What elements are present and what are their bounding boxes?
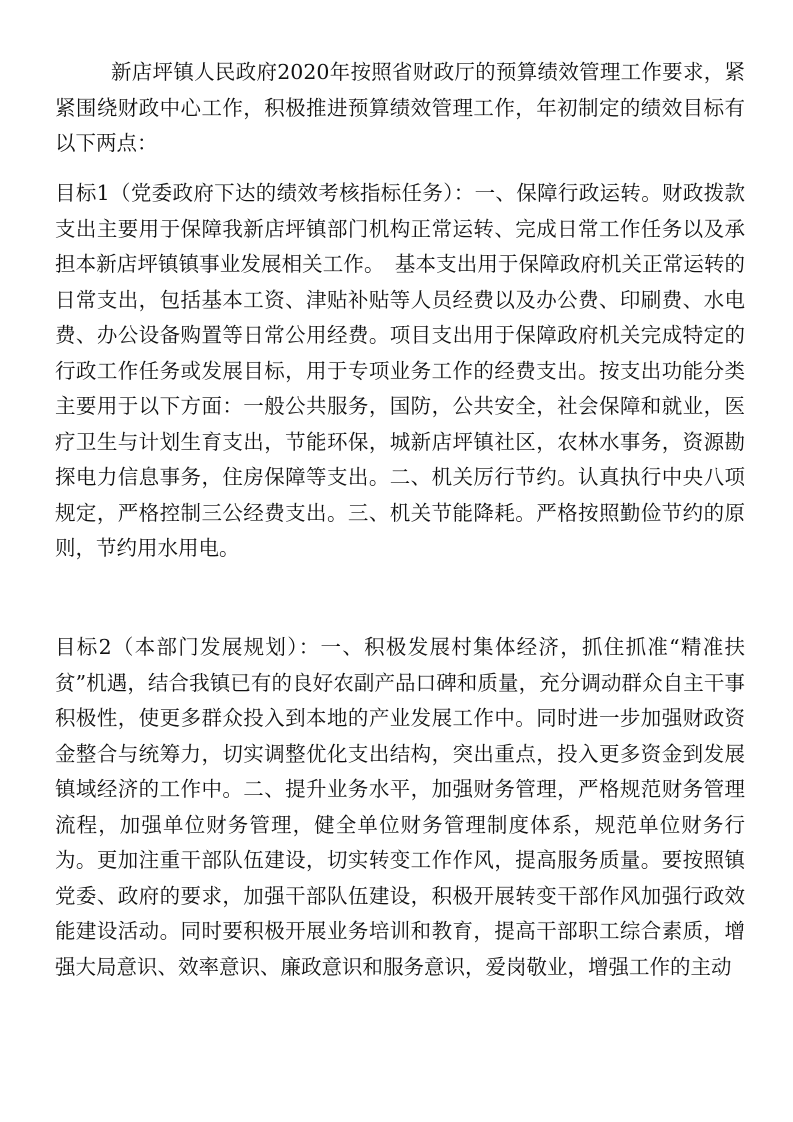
paragraph-goal-1: 目标1（党委政府下达的绩效考核指标任务）：一、保障行政运转。财政拨款支出主要用于保障我新店坪镇部门机构正常运转、完成日常工作任务以及承担本新店坪镇镇事业发展相关工作。 基本支出用于保障政府机关正常运转的日常支出，包括基本工资、津贴补贴等人员经费以及办公费、印刷费、水电费、办公设备购置等日常公用经费。项目支出用于保障政府机关完成特定的行政工作任务或发展目标，用于专项业务工作的经费支出。按支出功能分类主要用于以下方面：一般公共服务，国防，公共安全，社会保障和就业，医疗卫生与计划生育支出，节能环保，城新店坪镇社区，农林水事务，资源勘探电力信息事务，住房保障等支出。二、机关厉行节约。认真执行中央八项规定，严格控制三公经费支出。三、机关节能降耗。严格按照勤俭节约的原则，节约用水用电。 (55, 181, 745, 560)
paragraph-goal-2: 目标2（本部门发展规划）：一、积极发展村集体经济，抓住抓准“精准扶贫”机遇，结合我镇已有的良好农副产品口碑和质量，充分调动群众自主干事积极性，使更多群众投入到本地的产业发展工作中。同时进一步加强财政资金整合与统筹力，切实调整优化支出结构，突出重点，投入更多资金到发展镇域经济的工作中。二、提升业务水平，加强财务管理，严格规范财务管理流程，加强单位财务管理，健全单位财务管理制度体系，规范单位财务行为。更加注重干部队伍建设，切实转变工作作风，提高服务质量。要按照镇党委、政府的要求，加强干部队伍建设，积极开展转变干部作风加强行政效能建设活动。同时要积极开展业务培训和教育，提高干部职工综合素质，增强大局意识、效率意识、廉政意识和服务意识，爱岗敬业，增强工作的主动 (55, 635, 745, 979)
paragraph-intro: 新店坪镇人民政府2020年按照省财政厅的预算绩效管理工作要求，紧紧围绕财政中心工作，积极推进预算绩效管理工作，年初制定的绩效目标有以下两点： (55, 60, 745, 155)
